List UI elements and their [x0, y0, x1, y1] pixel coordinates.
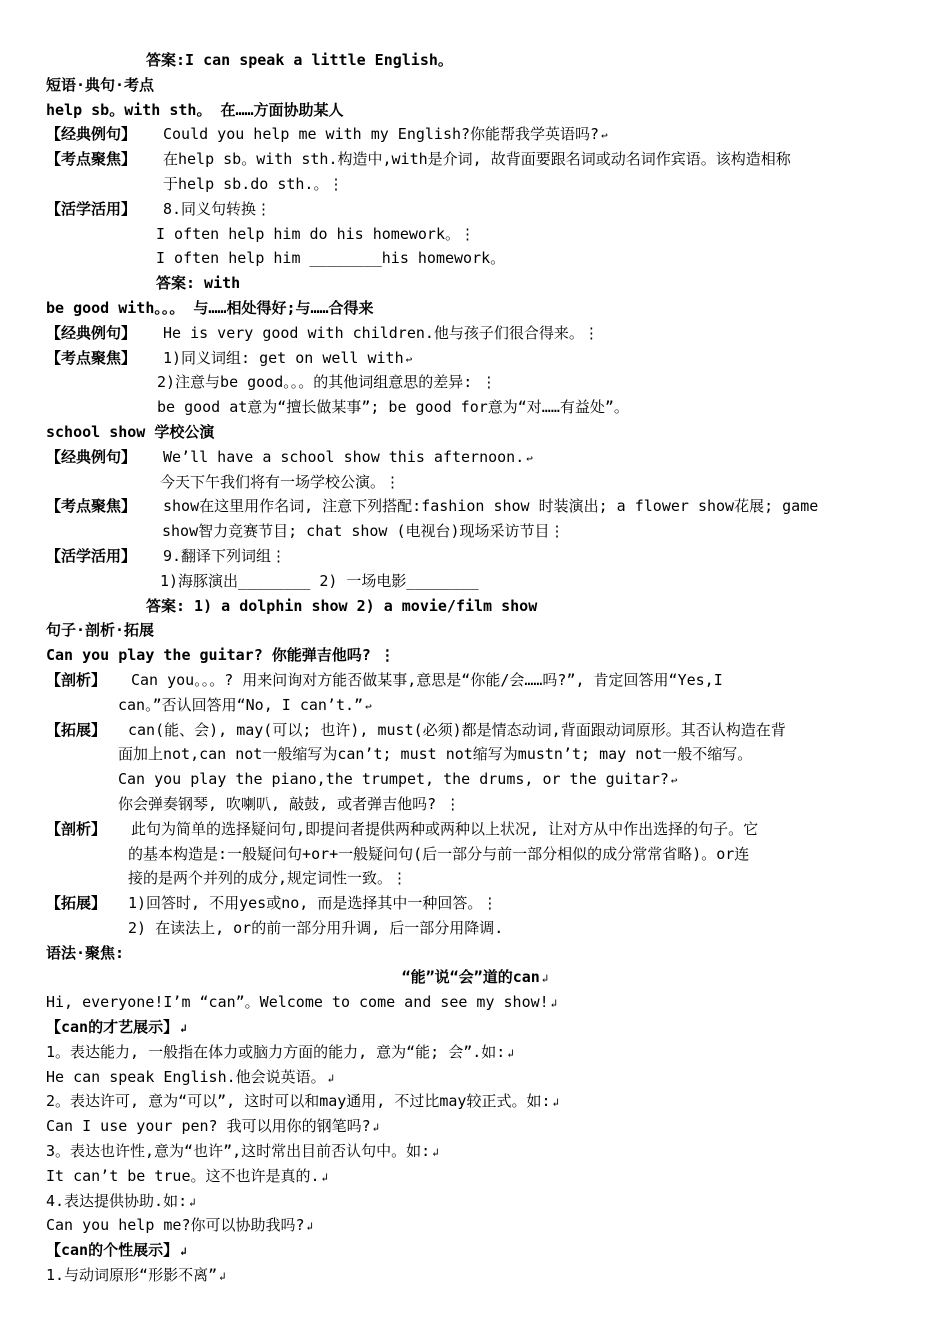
analysis-line-cont: 接的是两个并列的成分,规定词性一致。⋮ [128, 869, 408, 888]
sentence-heading: Can you play the guitar? 你能弹吉他吗? ⋮ [46, 646, 395, 665]
paragraph-mark-icon: ↲ [327, 1071, 335, 1085]
answer-line: 答案: 1) a dolphin show 2) a movie/film show [146, 596, 538, 615]
example-line: 【经典例句】 He is very good with children.他与孩子们很合得来。⋮ [46, 323, 599, 342]
note-mark-icon: ↩ [670, 774, 678, 788]
analysis-line-cont: can。”否认回答用“No, I can’t.” ↩ [118, 695, 372, 714]
paragraph-mark-icon: ↲ [189, 1195, 196, 1209]
grammar-subheading: 【can的个性展示】 ↲ [46, 1241, 187, 1260]
grammar-example: Can I use your pen? 我可以用你的钢笔吗? ↲ [46, 1117, 380, 1136]
grammar-title: “能”说“会”道的can ↲ [401, 968, 549, 987]
paragraph-mark-icon: ↲ [550, 997, 558, 1011]
paragraph-mark-icon: ↲ [321, 1170, 329, 1184]
paragraph-mark-icon: ↲ [219, 1270, 226, 1284]
answer-line: 答案:I can speak a little English。 [146, 51, 453, 69]
grammar-example: He can speak English.他会说英语。 ↲ [46, 1067, 335, 1086]
practice-blank-sentence: I often help him ________his homework。 [156, 249, 506, 268]
phrase-heading: be good with。。。 与……相处得好;与……合得来 [46, 298, 374, 317]
note-mark-icon: ↩ [601, 129, 608, 143]
practice-blanks: 1)海豚演出________ 2) 一场电影________ [160, 571, 479, 590]
note-mark-icon: ↩ [405, 352, 413, 366]
extension-example: Can you play the piano,the trumpet, the drums, or the guitar? ↩ [118, 770, 678, 789]
focus-line: 【考点聚焦】 在help sb。with sth.构造中,with是介词, 故背面要跟名词或动名词作宾语。该构造相称 [46, 150, 791, 169]
extension-line-cont: 2) 在读法上, or的前一部分用升调, 后一部分用降调. [128, 918, 504, 937]
section-heading: 句子·剖析·拓展 [46, 621, 155, 640]
section-heading: 语法·聚焦: [46, 943, 125, 962]
paragraph-mark-icon: ↲ [507, 1046, 514, 1060]
answer-line: 答案: with [156, 274, 241, 293]
phrase-heading: school show 学校公演 [46, 422, 215, 441]
paragraph-mark-icon: ↲ [541, 972, 549, 986]
grammar-point: 3。表达也许性,意为“也许”,这时常出目前否认句中。如: ↲ [46, 1142, 439, 1161]
paragraph-mark-icon: ↲ [432, 1146, 439, 1160]
grammar-intro: Hi, everyone!I’m “can”。Welcome to come and see my show! ↲ [46, 993, 558, 1012]
phrase-heading: help sb。with sth。 在……方面协助某人 [46, 100, 344, 119]
grammar-point: 4.表达提供协助.如: ↲ [46, 1191, 196, 1210]
grammar-point: 1.与动词原形“形影不离” ↲ [46, 1266, 226, 1285]
grammar-subheading: 【can的才艺展示】 ↲ [46, 1018, 187, 1037]
focus-line: 【考点聚焦】 1)同义词组: get on well with ↩ [46, 348, 413, 367]
paragraph-mark-icon: ↲ [180, 1245, 187, 1259]
example-translation: 今天下午我们将有一场学校公演。⋮ [160, 472, 401, 491]
document-page [0, 48, 950, 1288]
grammar-point: 1。表达能力, 一般指在体力或脑力方面的能力, 意为“能; 会”.如: ↲ [46, 1042, 514, 1061]
paragraph-mark-icon: ↲ [372, 1121, 380, 1135]
practice-line: 【活学活用】 8.同义句转换⋮ [46, 199, 272, 218]
focus-line: 【考点聚焦】 show在这里用作名词, 注意下列搭配:fashion show 时装演出; a flower show花展; game [46, 497, 819, 516]
grammar-point: 2。表达许可, 意为“可以”, 这时可以和may通用, 不过比may较正式。如: ↲ [46, 1092, 560, 1111]
note-mark-icon: ↩ [526, 451, 533, 465]
example-line: 【经典例句】 We’ll have a school show this afternoon. ↩ [46, 447, 533, 466]
paragraph-mark-icon: ↲ [180, 1022, 187, 1036]
section-heading: 短语·典句·考点 [46, 75, 155, 94]
paragraph-mark-icon: ↲ [552, 1096, 560, 1110]
extension-line: 【拓展】 1)回答时, 不用yes或no, 而是选择其中一种回答。⋮ [46, 894, 498, 913]
paragraph-mark-icon: ↲ [306, 1220, 314, 1234]
note-mark-icon: ↩ [365, 699, 372, 713]
analysis-line: 【剖析】 此句为简单的选择疑问句,即提问者提供两种或两种以上状况, 让对方从中作出选择的句子。它 [46, 819, 759, 838]
analysis-line-cont: 的基本构造是:一般疑问句+or+一般疑问句(后一部分与前一部分相似的成分常常省略)。or连 [128, 844, 750, 863]
practice-line: 【活学活用】 9.翻译下列词组⋮ [46, 546, 287, 565]
extension-line: 【拓展】 can(能、会), may(可以; 也许), must(必须)都是情态动词,背面跟动词原形。其否认构造在背 [46, 720, 786, 739]
focus-line-cont: show智力竞赛节目; chat show (电视台)现场采访节目⋮ [162, 522, 565, 541]
grammar-example: It can’t be true。这不也许是真的. ↲ [46, 1166, 329, 1185]
extension-line-cont: 面加上not,can not一般缩写为can’t; must not缩写为mustn’t; may not一般不缩写。 [118, 745, 753, 764]
analysis-line: 【剖析】 Can you。。。? 用来问询对方能否做某事,意思是“你能/会……吗?”, 肯定回答用“Yes,I [46, 670, 723, 689]
grammar-example: Can you help me?你可以协助我吗? ↲ [46, 1216, 314, 1235]
focus-line-cont: be good at意为“擅长做某事”; be good for意为“对……有益处”。 [157, 398, 629, 417]
focus-line-cont: 于help sb.do sth.。⋮ [163, 174, 344, 193]
focus-line-cont: 2)注意与be good。。。的其他词组意思的差异: ⋮ [157, 373, 497, 392]
practice-sentence: I often help him do his homework。⋮ [156, 224, 475, 243]
example-line: 【经典例句】 Could you help me with my English?你能帮我学英语吗? ↩ [46, 125, 608, 144]
extension-translation: 你会弹奏钢琴, 吹喇叭, 敲鼓, 或者弹吉他吗? ⋮ [118, 794, 461, 813]
